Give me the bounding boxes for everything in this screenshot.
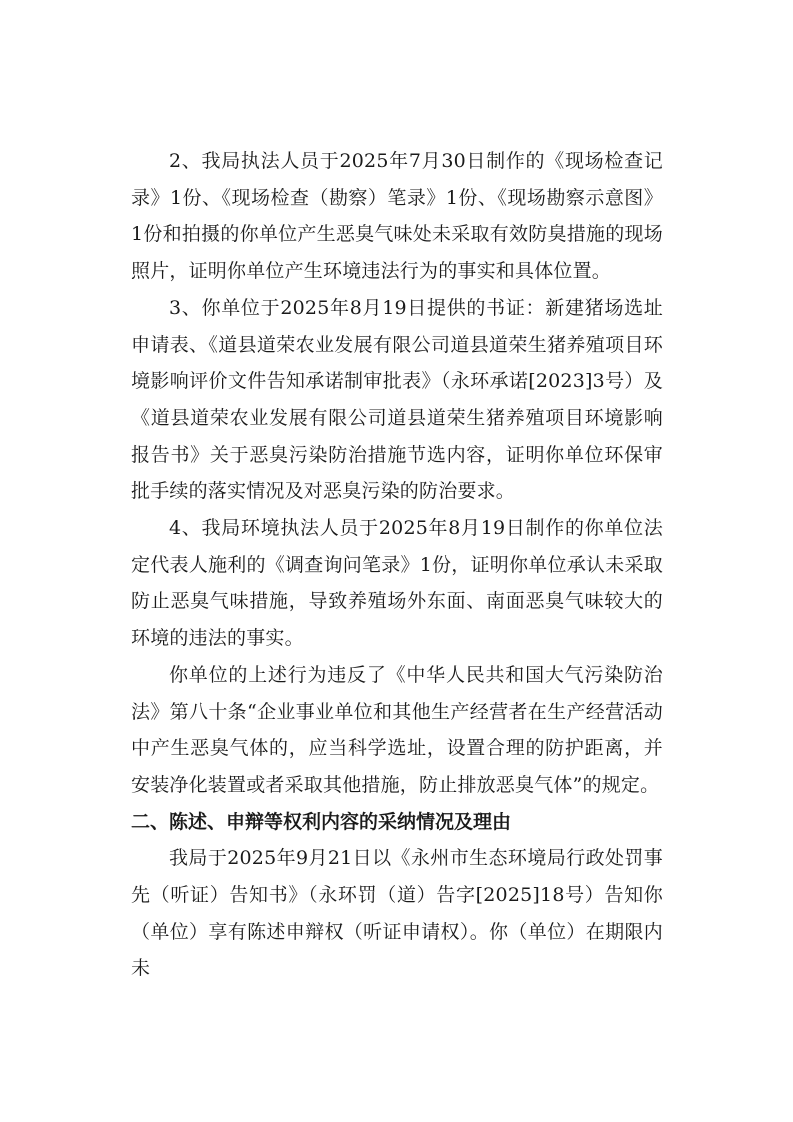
evidence-paragraph-3: 3、你单位于2025年8月19日提供的书证：新建猪场选址申请表、《道县道荣农业发展有限公司道县道荣生猪养殖项目环境影响评价文件告知承诺制审批表》（永环承诺[2023]3号）及《道县道荣农业发展有限公司道县道荣生猪养殖项目环境影响报告书》关于恶臭污染防治措施节选内容，证明你单位环保审批手续的落实情况及对恶臭污染的防治要求。 [131, 296, 663, 503]
document-body [131, 143, 663, 987]
violation-paragraph: 你单位的上述行为违反了《中华人民共和国大气污染防治法》第八十条“企业事业单位和其他生产经营者在生产经营活动中产生恶臭气体的，应当科学选址，设置合理的防护距离，并安装净化装置或者采取其他措施，防止排放恶臭气体”的规定。 [131, 663, 663, 796]
evidence-paragraph-4: 4、我局环境执法人员于2025年8月19日制作的你单位法定代表人施利的《调查询问笔录》1份，证明你单位承认未采取防止恶臭气味措施，导致养殖场外东面、南面恶臭气味较大的环境的违法的事实。 [131, 517, 663, 650]
evidence-paragraph-2: 2、我局执法人员于2025年7月30日制作的《现场检查记录》1份、《现场检查（勘察）笔录》1份、《现场勘察示意图》1份和拍摄的你单位产生恶臭气味处未采取有效防臭措施的现场照片，证明你单位产生环境违法行为的事实和具体位置。 [131, 150, 663, 283]
notice-paragraph: 我局于2025年9月21日以《永州市生态环境局行政处罚事先（听证）告知书》（永环罚（道）告字[2025]18号）告知你（单位）享有陈述申辩权（听证申请权）。你（单位）在期限内未 [131, 847, 663, 980]
section-heading: 二、陈述、申辩等权利内容的采纳情况及理由 [131, 810, 512, 833]
